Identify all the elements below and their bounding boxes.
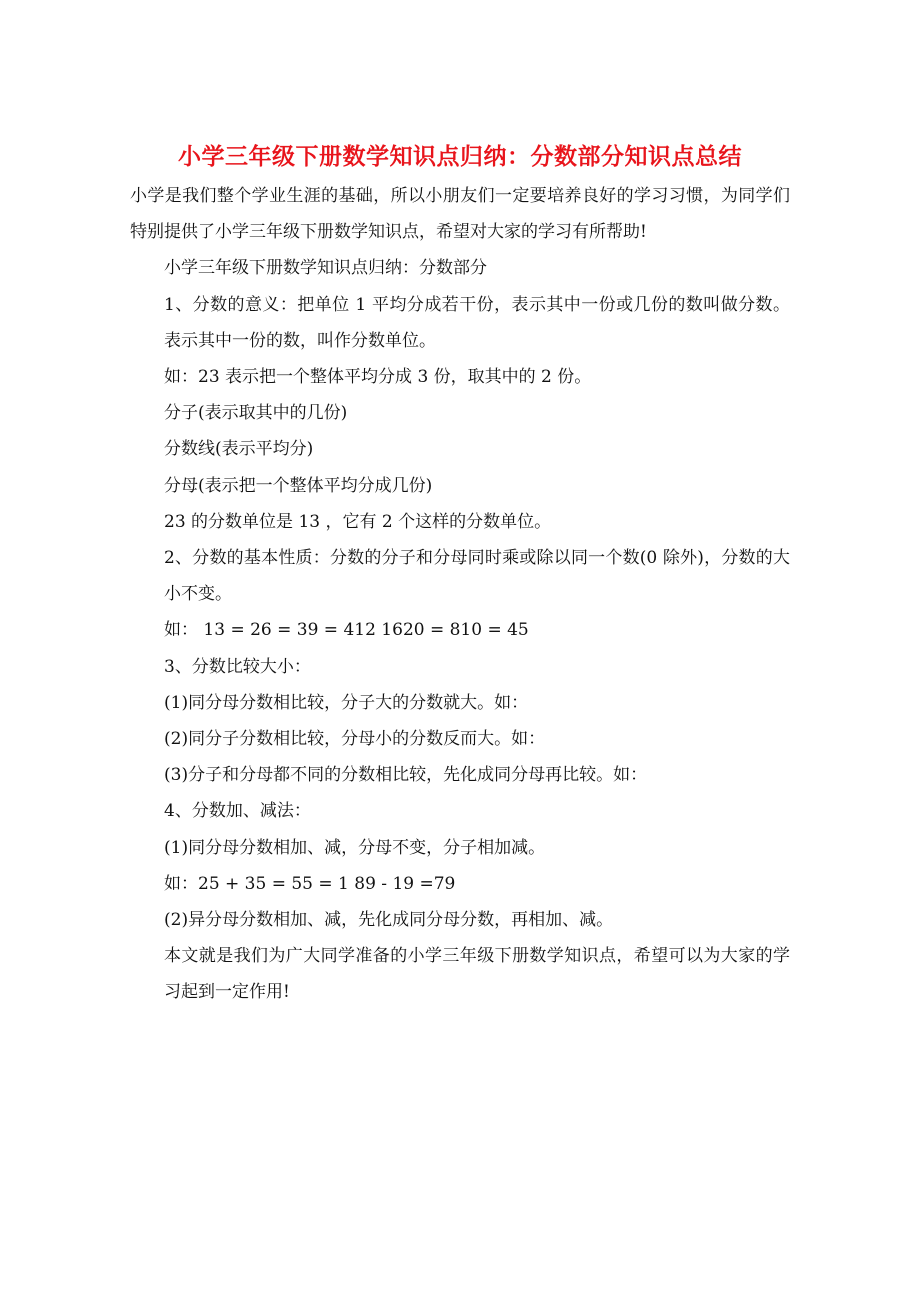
paragraph: 2、分数的基本性质：分数的分子和分母同时乘或除以同一个数(0 除外)，分数的大小不变。 (164, 548, 790, 605)
paragraph: 4、分数加、减法： (164, 801, 311, 822)
paragraph: (2)同分子分数相比较，分母小的分数反而大。如： (164, 729, 546, 750)
paragraph: 如：23 表示把一个整体平均分成 3 份，取其中的 2 份。 (164, 367, 592, 388)
paragraph: 3、分数比较大小： (164, 656, 311, 677)
paragraph: 如：25 + 35 = 55 = 1 89 - 19 =79 (164, 873, 456, 894)
document-title: 小学三年级下册数学知识点归纳：分数部分知识点总结 (178, 143, 742, 170)
paragraph: 如： 13 = 26 = 39 = 412 1620 = 810 = 45 (164, 620, 529, 641)
paragraph: 分母(表示把一个整体平均分成几份) (164, 475, 433, 496)
paragraph: (2)异分母分数相加、减，先化成同分母分数，再相加、减。 (164, 910, 614, 931)
paragraph: (1)同分母分数相加、减，分母不变，分子相加减。 (164, 837, 546, 858)
paragraph: (3)分子和分母都不同的分数相比较，先化成同分母再比较。如： (164, 765, 648, 786)
paragraph: 1、分数的意义：把单位 1 平均分成若干份，表示其中一份或几份的数叫做分数。表示其中一份的数，叫作分数单位。 (164, 294, 790, 351)
document-body (130, 178, 790, 1011)
paragraph: 23 的分数单位是 13 ，它有 2 个这样的分数单位。 (164, 511, 552, 532)
paragraph: 小学是我们整个学业生涯的基础，所以小朋友们一定要培养良好的学习习惯，为同学们特别提供了小学三年级下册数学知识点，希望对大家的学习有所帮助! (130, 186, 790, 243)
paragraph: 分数线(表示平均分) (164, 439, 314, 460)
paragraph: 小学三年级下册数学知识点归纳：分数部分 (164, 258, 487, 279)
paragraph: 分子(表示取其中的几份) (164, 403, 348, 424)
paragraph: (1)同分母分数相比较，分子大的分数就大。如： (164, 692, 529, 713)
paragraph: 本文就是我们为广大同学准备的小学三年级下册数学知识点，希望可以为大家的学习起到一定作用! (164, 946, 790, 1003)
